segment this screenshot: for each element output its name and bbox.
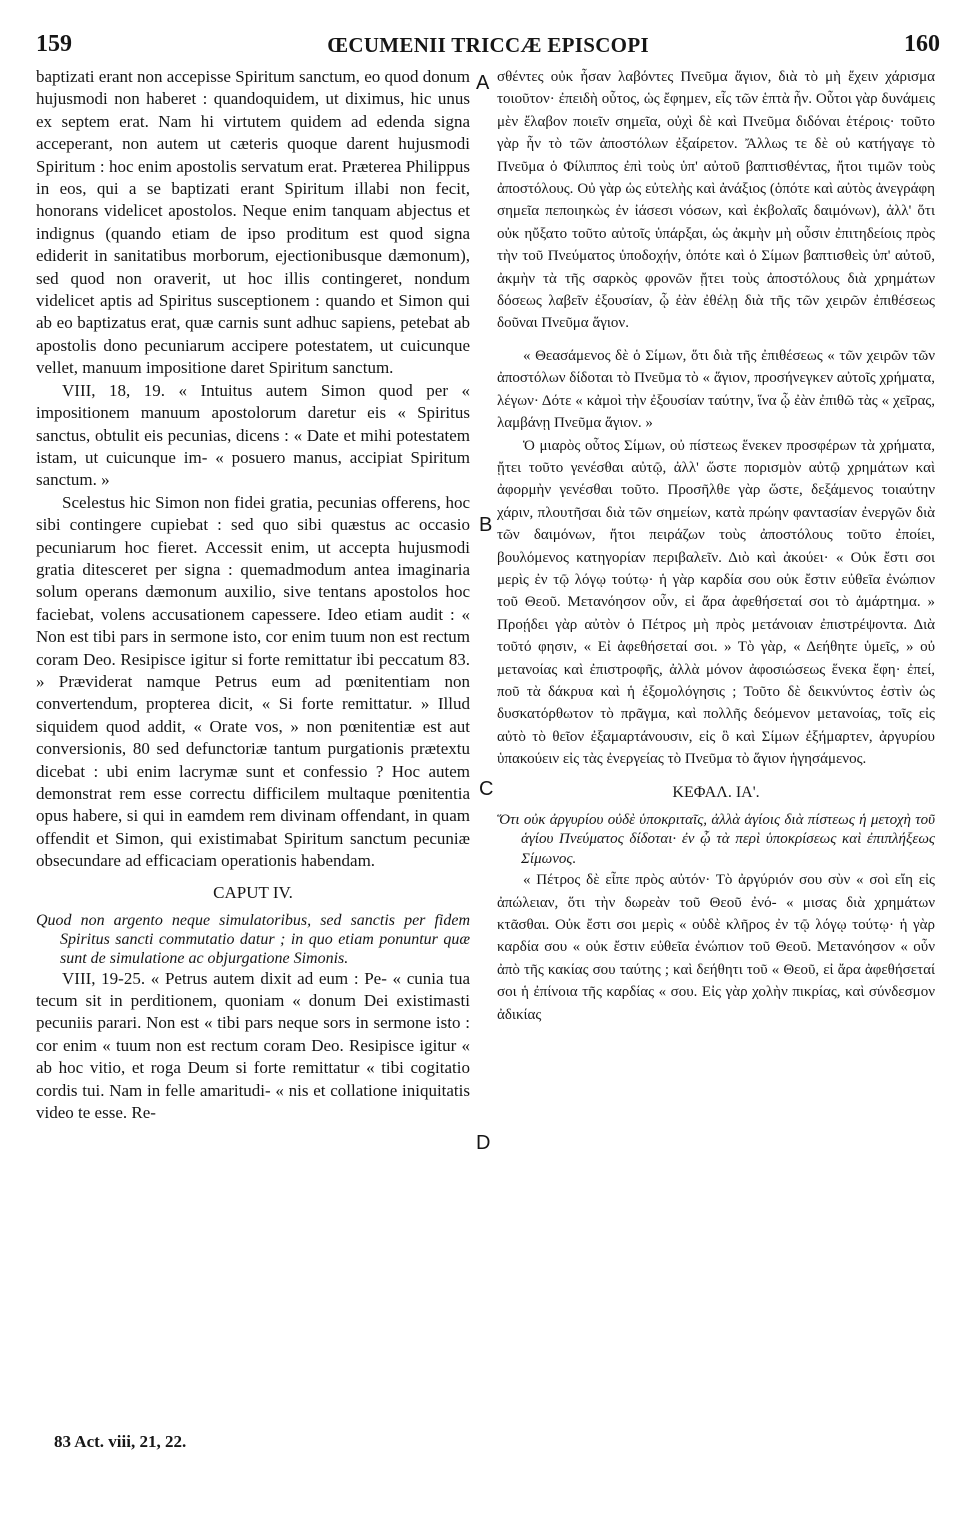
greek-paragraph-1: σθέντες οὐκ ἦσαν λαβόντες Πνεῦμα ἅγιον, διὰ τὸ μὴ ἔχειν χάρισμα τοιοῦτον· ἐπειδὴ οὗτος, ὡς ἔφημεν, εἷς τῶν ἑπτὰ ἦν. Οὗτοι γὰρ δυνάμεις μὲν ἔλαβον ποιεῖν σημεῖα, οὐχὶ δὲ καὶ Πνεῦμα διδόναι ἑτέροις· τοῦτο γὰρ ἦν τὸ τῶν ἀποστόλων ἐξαίρετον. Ἄλλως τε δὲ οὐ κατήγαγε τὸ Πνεῦμα ὁ Φίλιππος ἐπὶ τοὺς ὑπ' αὐτοῦ βαπτισθέντας, ἤτοι τιμῶν τοὺς ἀποστόλους. Οὐ γὰρ ὡς εὐτελὴς καὶ ἀνάξιος (ὁπότε καὶ αὐτὸς ἀνεγράφη σημεῖα πεποιηκὼς ἐν ἰάσεσι νόσων, καὶ ἐκβολαῖς δαιμόνων), ἀλλ' ὅτι οὐκ ηὔξατο τοῦτο αὐτοῖς ὑπάρξαι, ὡς ἀκμὴν μὴ οὖσιν ἐπιτηδείοις πρὸς τὴν τοῦ Πνεύματος ὑποδοχήν, ὁπότε καὶ ὁ Σίμων βαπτισθεὶς ὑπ' αὐτοῦ, ἀκμὴν τὰ τῆς σαρκὸς φρονῶν ᾔτει τοὺς ἀποστόλους διὰ χρημάτων δόσεως λαβεῖν ἐξουσίαν, ᾧ ἐὰν ἐθέλῃ διὰ τῆς τῶν χειρῶν ἐπιθέσεως δοῦναι Πνεῦμα ἅγιον. [497,69,935,332]
greek-verse-18-19: « Θεασάμενος δὲ ὁ Σίμων, ὅτι διὰ τῆς ἐπιθέσεως « τῶν χειρῶν τῶν ἀποστόλων δίδοται τὸ Πνεῦμα τὸ « ἅγιον, προσήνεγκεν αὐτοῖς χρήματα, λέγων· Δότε « κἀμοὶ τὴν ἐξουσίαν ταύτην, ἵνα ᾧ ἐὰν ἐπιθῶ τὰς « χεῖρας, λαμβάνῃ Πνεῦμα ἅγιον. » [497,347,935,432]
latin-chapter-summary: Quod non argento neque simulatoribus, sed sanctis per fidem Spiritus sancti commutatio datur ; in quo etiam ponuntur quæ sunt de simulatione ac objurgatione Simonis. [36,911,470,967]
page-number-right: 160 [904,31,940,57]
latin-commentary: Scelestus hic Simon non fidei gratia, pecunias offerens, hoc sibi contingere cupiebat : sed quo sibi quæstus ac occasio pecuniarum hoc fieret. Accessit enim, ut accepta hujusmodi gratia ditesceret per signa : quemadmodum antea imaginaria solum operans dæmonum auxilio, sive tentans apostolos hoc faciebat, volens accusationem capessere. Ideo etiam audit : « Non est tibi pars in sermone isto, cor enim tuum non est rectum coram Deo. Resipisce igitur si forte remittatur ibi peccatum 83. » Præviderat namque Petrus eum ad pœnitentiam non convertendum, propterea dicit, « Si forte remittatur. » Illud siquidem quod addit, « Orate vos, » non pœnitentiæ est aut conversionis, 80 sed defunctoriæ tantum purgationis prætextu dicebat : ubi enim lacrymæ sunt et confessio ? Hoc autem demonstrat rem esse correctu difficilem multaque pœnitentia opus habere, si qui in eamdem rem divinam offendant, in quam offendit et Simon, qui existimabat Spiritum sanctum pecuniæ obsecundare ad efficaciam operationis habendam. [36,492,470,871]
latin-paragraph-1: baptizati erant non accepisse Spiritum sanctum, eo quod donum hujusmodi non haberet : quandoquidem, ut diximus, hic unus ex septem erat. Nam hi virtutem quidem ad edenda signa acceperant, non autem ut cæteris quoque darent hujusmodi Spiritum : hoc enim apostolis servatum erat. Præterea Philippus in eos, qui a se baptizati erant Spiritum illabi non fecit, honorans videlicet apostolos. Neque enim tanquam abjectus et indignus (quando etiam de ipso proditum est quod signa ediderit in sanitatibus morborum, ejectionibusque dæmonum), sed quod non oraverit, ut hoc illis contingeret, nondum videlicet aptis ad Spiritus susceptionem : quando et Simon qui ab eo baptizatus erat, quæ carnis sunt adhuc sapiens, petebat ab apostolis dono pecuniarum accipere potestatem, ut cuicunque vellet, manuum impositione daret Spiritum sanctum. [36,67,470,378]
margin-letter-c: C [479,778,494,800]
greek-chapter-heading: ΚΕΦΑΛ. ΙΑ'. [672,783,760,801]
latin-verse-19-25: VIII, 19-25. « Petrus autem dixit ad eum : Pe- « cunia tua tecum sit in perditionem, quoniam « donum Dei existimasti pecuniis parari. Non est « tibi pars neque sors in sermone isto : cor enim « tuum non est rectum coram Deo. Resipisce igitur « ab hoc vitio, et roga Deum si forte remittatur « tibi cogitatio cordis tui. Nam in felle amaritudi- « nis et collatione iniquitatis video te esse. Re- [36,968,470,1123]
greek-verse-19-25: « Πέτρος δὲ εἶπε πρὸς αὐτόν· Τὸ ἀργύριόν σου σὺν « σοὶ εἴη εἰς ἀπώλειαν, ὅτι τὴν δωρεὰν τοῦ Θεοῦ ἐνό- « μισας διὰ χρημάτων κτᾶσθαι. Οὐκ ἔστι σοι μερὶς « οὐδὲ κλῆρος ἐν τῷ λόγῳ τούτῳ· ἡ γὰρ καρδία σου « οὐκ ἔστιν εὐθεῖα ἐνώπιον τοῦ Θεοῦ. Μετανόησον « οὖν ἀπὸ τῆς κακίας σου ταύτης ; καὶ δεήθητι τοῦ « Θεοῦ, εἰ ἄρα ἀφεθήσεταί σοι ἡ ἐπίνοια τῆς καρδίας « σου. Εἰς γὰρ χολὴν πικρίας, καὶ σύνδεσμον ἀδικίας [497,872,935,1023]
latin-verse-18-19: VIII, 18, 19. « Intuitus autem Simon quod per « impositionem manuum apostolorum daretur eis « Spiritus sanctus, obtulit eis pecunias, dicens : « Date et mihi potestatem istam, ut cuicunque im- « posuero manus, accipiat Spiritum sanctum. » [36,380,470,490]
latin-chapter-heading: CAPUT IV. [213,882,293,902]
greek-commentary: Ὁ μιαρὸς οὗτος Σίμων, οὐ πίστεως ἕνεκεν προσφέρων τὰ χρήματα, ᾔτει τοῦτο γενέσθαι αὐτῷ, ἀλλ' ὥστε πορισμὸν αὐτῷ χρημάτων καὶ ἀφορμὴν γενέσθαι τοῦτο. Προσῆλθε γὰρ ὥστε, δεξάμενος τοιαύτην χάριν, πλουτῆσαι διὰ τῶν σημείων, κατὰ πρώην φαντασίαν ἐνεργῶν διὰ τῶν δαιμόνων, ἤτοι πειράζων τοὺς ἀποστόλους τοῦτο ἐποίει, βουλόμενος κατηγορίαν περιβαλεῖν. Διὸ καὶ ἀκούει· « Οὐκ ἔστι σοι μερὶς ἐν τῷ λόγῳ τούτῳ· ἡ γὰρ καρδία σου οὐκ ἔστιν εὐθεῖα ἐνώπιον τοῦ Θεοῦ. Μετανόησον οὖν, εἰ ἄρα ἀφεθήσεταί σοι τὸ ἁμάρτημα. » Προῄδει γὰρ αὐτὸν ὁ Πέτρος μὴ πρὸς μετάνοιαν ἐπιστρέψοντα. Διὰ τοῦτό φησιν, « Εἰ ἀφεθήσεταί σοι. » Τὸ γὰρ, « Δεήθητε ὑμεῖς, » οὐ μετανοίας καὶ ἐπιστροφῆς, ἀλλὰ μόνον ἀφοσιώσεως ἕνεκα ἔφη· ἐπεί, ποῦ τὰ δάκρυα καὶ ἡ ἐξομολόγησις ; Τοῦτο δὲ δεικνύντος ἐστὶν ὡς δυσκατόρθωτον τὸ πρᾶγμα, καὶ πολλῆς δεόμενον μετανοίας, τοῖς εἰς αὐτὸ τὸ θεῖον ἐξαμαρτάνουσιν, εἰς ὃ καὶ Σίμων ἐξήμαρτεν, ἀργυρίου ὑπακούειν εἰς τὰς ἐνεργείας τὸ Πνεῦμα τὸ ἅγιον ἡγησάμενος. [497,437,935,768]
running-header [36,31,940,61]
greek-chapter-summary: Ὅτι οὐκ ἀργυρίου οὐδὲ ὑποκριταῖς, ἀλλὰ ἁγίοις διὰ πίστεως ἡ μετοχὴ τοῦ ἁγίου Πνεύματος δίδοται· ἐν ᾧ τὰ περὶ ὑποκρίσεως καὶ ἐπιπλήξεως Σίμωνος. [497,811,935,867]
footnote: 83 Act. viii, 21, 22. [54,1432,187,1451]
page-number-left: 159 [36,31,72,57]
latin-column [36,66,470,1124]
running-title: ŒCUMENII TRICCÆ EPISCOPI [327,33,649,57]
greek-column [497,66,935,1026]
margin-letter-b: B [479,514,493,536]
margin-letter-d: D [476,1132,491,1154]
margin-letter-a: A [476,72,490,94]
